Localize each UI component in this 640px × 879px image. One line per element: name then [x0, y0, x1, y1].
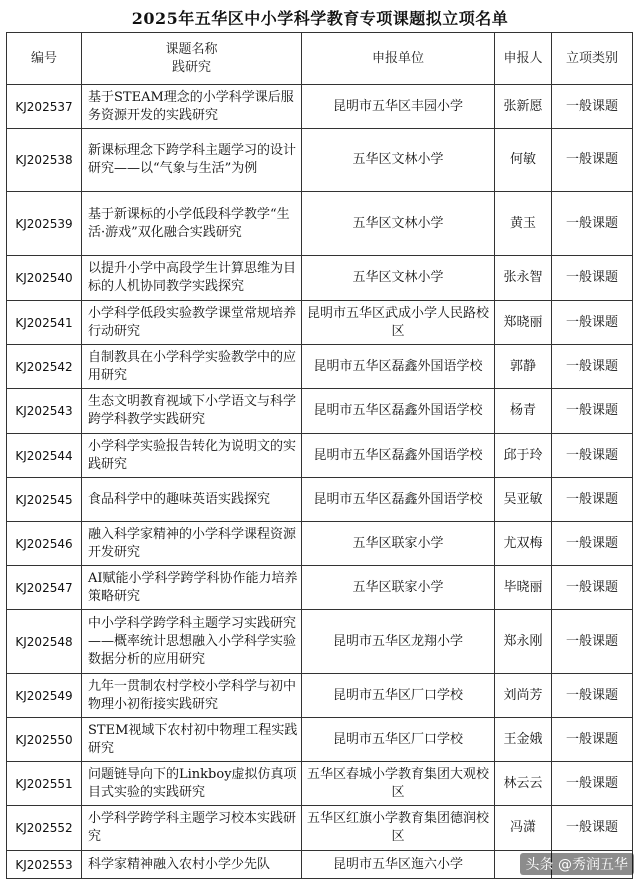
header-row: [7, 33, 633, 85]
cell-code: KJ202550: [7, 718, 82, 762]
cell-topic: 基于新课标的小学低段科学教学“生活·游戏”双化融合实践研究: [82, 192, 302, 256]
table-row: [7, 762, 633, 806]
table-row: [7, 434, 633, 478]
cell-code: KJ202538: [7, 129, 82, 192]
cell-code: KJ202552: [7, 806, 82, 851]
table-row: [7, 192, 633, 256]
cell-type: 一般课题: [552, 301, 633, 345]
header-topic: [82, 33, 302, 85]
cell-unit: 五华区红旗小学教育集团德润校区: [302, 806, 495, 851]
cell-type: 一般课题: [552, 389, 633, 434]
cell-code: KJ202541: [7, 301, 82, 345]
cell-topic: 九年一贯制农村学校小学科学与初中物理小初衔接实践研究: [82, 674, 302, 718]
cell-code: KJ202548: [7, 610, 82, 674]
cell-unit: 昆明市五华区磊鑫外国语学校: [302, 434, 495, 478]
cell-person: 邱于玲: [495, 434, 552, 478]
cell-topic: 中小学科学跨学科主题学习实践研究——概率统计思想融入小学科学实验数据分析的应用研究: [82, 610, 302, 674]
cell-topic: 新课标理念下跨学科主题学习的设计研究——以“气象与生活”为例: [82, 129, 302, 192]
cell-unit: 五华区春城小学教育集团大观校区: [302, 762, 495, 806]
watermark: 头条 @秀润五华: [520, 853, 634, 875]
cell-person: 冯潇: [495, 806, 552, 851]
cell-person: 张永智: [495, 256, 552, 301]
table-row: [7, 566, 633, 610]
cell-person: 林云云: [495, 762, 552, 806]
cell-topic: 食品科学中的趣味英语实践探究: [82, 478, 302, 522]
cell-topic: STEM视域下农村初中物理工程实践研究: [82, 718, 302, 762]
cell-topic: 小学科学实验报告转化为说明文的实践研究: [82, 434, 302, 478]
cell-type: 一般课题: [552, 85, 633, 129]
cell-topic: 问题链导向下的Linkboy虚拟仿真项目式实验的实践研究: [82, 762, 302, 806]
cell-unit: 昆明市五华区磊鑫外国语学校: [302, 478, 495, 522]
table-row: [7, 806, 633, 851]
cell-person: 黄玉: [495, 192, 552, 256]
cell-code: KJ202547: [7, 566, 82, 610]
table-row: [7, 718, 633, 762]
cell-code: KJ202553: [7, 851, 82, 879]
cell-type: 一般课题: [552, 522, 633, 566]
cell-type: 一般课题: [552, 762, 633, 806]
cell-type: 一般课题: [552, 256, 633, 301]
cell-unit: 五华区文林小学: [302, 192, 495, 256]
cell-topic: AI赋能小学科学跨学科协作能力培养策略研究: [82, 566, 302, 610]
cell-code: KJ202545: [7, 478, 82, 522]
cell-person: 郭静: [495, 345, 552, 389]
project-table: [6, 32, 633, 879]
cell-topic: 融入科学家精神的小学科学课程资源开发研究: [82, 522, 302, 566]
cell-unit: 五华区文林小学: [302, 256, 495, 301]
header-type: 立项类别: [552, 33, 633, 85]
cell-person: 张新愿: [495, 85, 552, 129]
cell-type: 一般课题: [552, 674, 633, 718]
cell-type: 一般课题: [552, 718, 633, 762]
cell-person: 刘尚芳: [495, 674, 552, 718]
header-topic-line1: 课题名称: [165, 41, 218, 57]
cell-topic: 基于STEAM理念的小学科学课后服务资源开发的实践研究: [82, 85, 302, 129]
table-row: [7, 610, 633, 674]
cell-code: KJ202543: [7, 389, 82, 434]
cell-unit: 昆明市五华区磊鑫外国语学校: [302, 389, 495, 434]
header-unit: 申报单位: [302, 33, 495, 85]
cell-code: KJ202546: [7, 522, 82, 566]
table-row: [7, 674, 633, 718]
cell-code: KJ202539: [7, 192, 82, 256]
header-person: 申报人: [495, 33, 552, 85]
cell-topic: 小学科学低段实验教学课堂常规培养行动研究: [82, 301, 302, 345]
cell-unit: 昆明市五华区厂口学校: [302, 718, 495, 762]
cell-type: 一般课题: [552, 434, 633, 478]
table-row: [7, 256, 633, 301]
header-topic-line2: 践研究: [171, 59, 211, 75]
cell-type: 一般课题: [552, 129, 633, 192]
cell-type: 一般课题: [552, 192, 633, 256]
table-row: [7, 522, 633, 566]
cell-person: 王金娥: [495, 718, 552, 762]
cell-person: 郑永刚: [495, 610, 552, 674]
cell-unit: 昆明市五华区武成小学人民路校区: [302, 301, 495, 345]
cell-person: 毕晓丽: [495, 566, 552, 610]
page-title: 2025年五华区中小学科学教育专项课题拟立项名单: [131, 9, 509, 28]
cell-type: 一般课题: [552, 478, 633, 522]
cell-person: 尤双梅: [495, 522, 552, 566]
cell-unit: 五华区联家小学: [302, 522, 495, 566]
cell-code: KJ202549: [7, 674, 82, 718]
cell-unit: 昆明市五华区厂口学校: [302, 674, 495, 718]
cell-unit: 昆明市五华区龙翔小学: [302, 610, 495, 674]
table-row: [7, 478, 633, 522]
table-row: [7, 301, 633, 345]
cell-code: KJ202537: [7, 85, 82, 129]
table-row: [7, 129, 633, 192]
cell-unit: 昆明市五华区磊鑫外国语学校: [302, 345, 495, 389]
header-code: 编号: [7, 33, 82, 85]
cell-code: KJ202544: [7, 434, 82, 478]
cell-code: KJ202551: [7, 762, 82, 806]
cell-type: 一般课题: [552, 610, 633, 674]
cell-type: 一般课题: [552, 566, 633, 610]
cell-unit: 昆明市五华区迤六小学: [302, 851, 495, 879]
cell-topic: 生态文明教育视域下小学语文与科学跨学科教学实践研究: [82, 389, 302, 434]
table-row: [7, 345, 633, 389]
table-row: [7, 389, 633, 434]
cell-topic: 小学科学跨学科主题学习校本实践研究: [82, 806, 302, 851]
cell-unit: 五华区文林小学: [302, 129, 495, 192]
cell-unit: 五华区联家小学: [302, 566, 495, 610]
cell-code: KJ202542: [7, 345, 82, 389]
cell-person: 何敏: [495, 129, 552, 192]
cell-type: 一般课题: [552, 345, 633, 389]
cell-type: 一般课题: [552, 806, 633, 851]
cell-topic: 以提升小学中高段学生计算思维为目标的人机协同教学实践探究: [82, 256, 302, 301]
cell-unit: 昆明市五华区丰园小学: [302, 85, 495, 129]
cell-person: 郑晓丽: [495, 301, 552, 345]
cell-topic: 科学家精神融入农村小学少先队: [82, 851, 302, 879]
cell-code: KJ202540: [7, 256, 82, 301]
cell-topic: 自制教具在小学科学实验教学中的应用研究: [82, 345, 302, 389]
cell-person: 吴亚敏: [495, 478, 552, 522]
cell-person: 杨青: [495, 389, 552, 434]
table-row: [7, 85, 633, 129]
